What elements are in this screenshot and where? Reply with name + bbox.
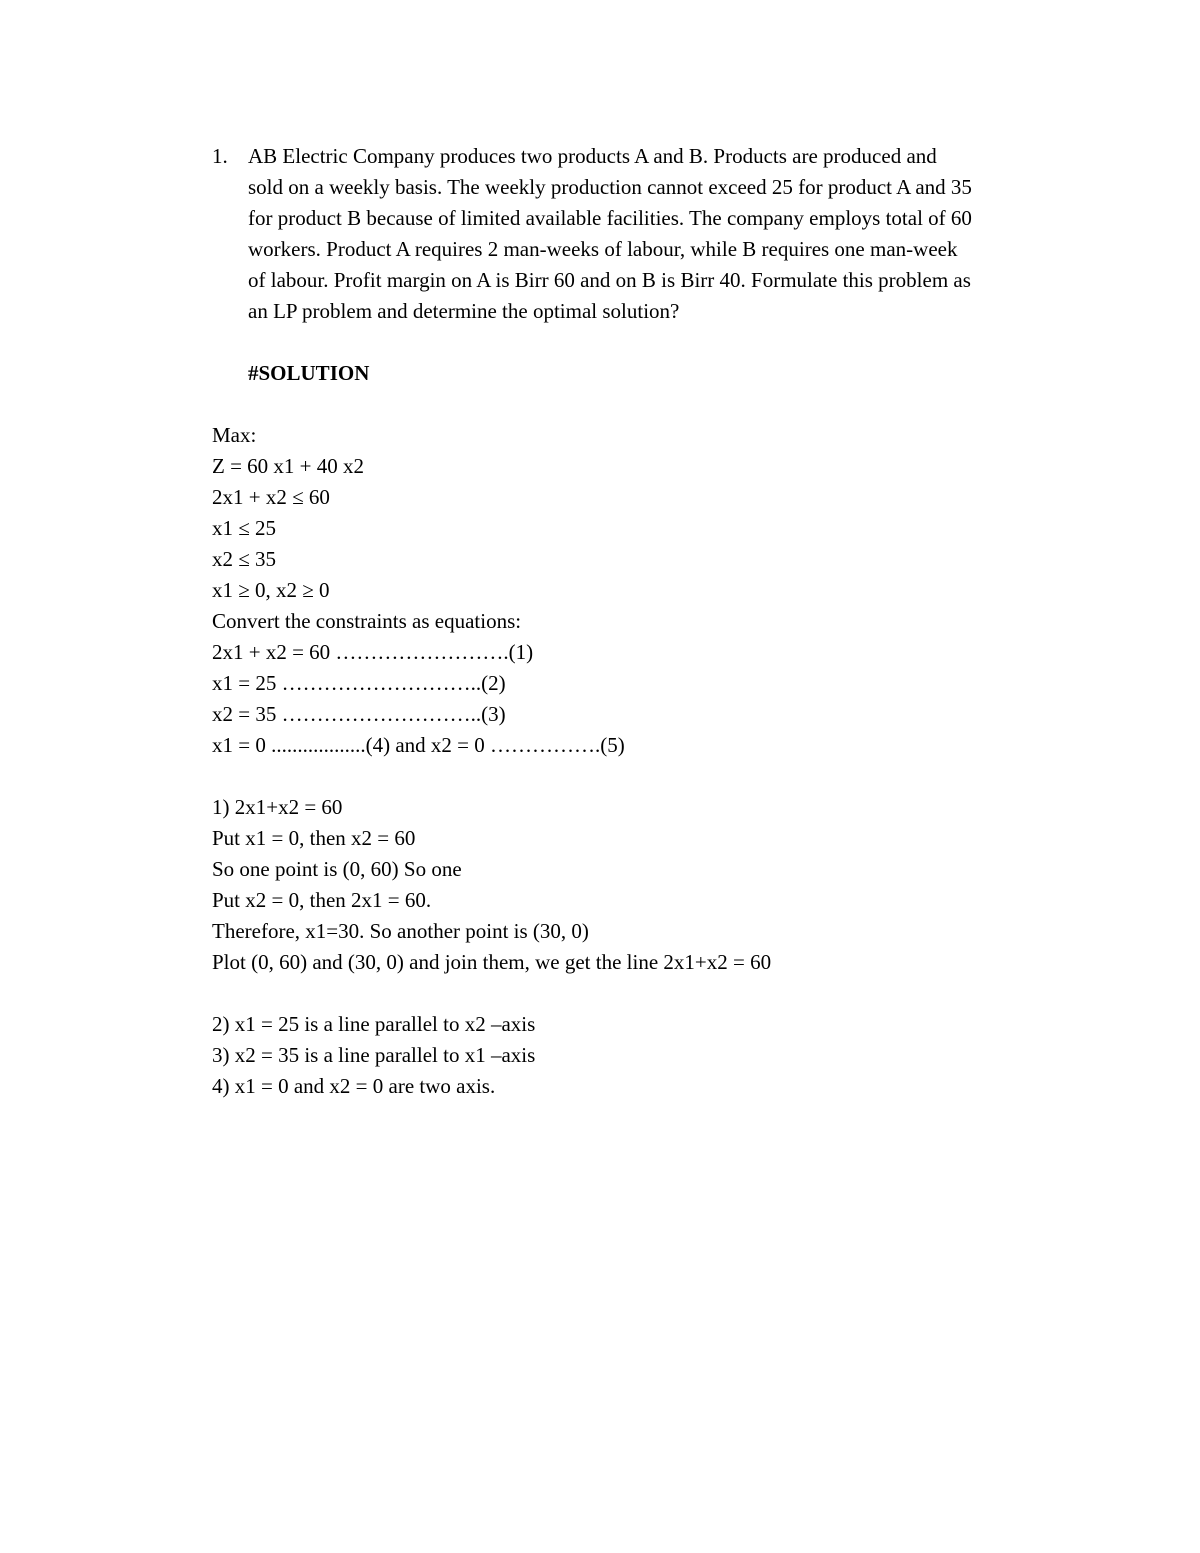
solution-line: 3) x2 = 35 is a line parallel to x1 –axis <box>212 1043 536 1067</box>
solution-line: Plot (0, 60) and (30, 0) and join them, we get the line 2x1+x2 = 60 <box>212 950 772 974</box>
constraint-line: x2 ≤ 35 <box>212 547 277 571</box>
solution-line: Put x1 = 0, then x2 = 60 <box>212 826 416 850</box>
solution-line: 2) x1 = 25 is a line parallel to x2 –axis <box>212 1012 536 1036</box>
equation-line: x1 = 0 ..................(4) and x2 = 0 …………….(5) <box>212 733 625 757</box>
solution-line: Convert the constraints as equations: <box>212 609 522 633</box>
question-line: workers. Product A requires 2 man-weeks of labour, while B requires one man-week <box>248 237 958 261</box>
equation-line: 2x1 + x2 = 60 …………………….(1) <box>212 640 534 664</box>
solution-line: 4) x1 = 0 and x2 = 0 are two axis. <box>212 1074 496 1098</box>
solution-line: So one point is (0, 60) So one <box>212 857 462 881</box>
equation-line: x1 = 25 ………………………..(2) <box>212 671 506 695</box>
solution-heading: #SOLUTION <box>248 361 370 385</box>
question-line: of labour. Profit margin on A is Birr 60 and on B is Birr 40. Formulate this problem as <box>248 268 971 292</box>
blank-line <box>212 978 1112 1009</box>
question-line: for product B because of limited available facilities. The company employs total of 60 <box>248 206 972 230</box>
objective-function: Z = 60 x1 + 40 x2 <box>212 454 365 478</box>
blank-line <box>212 761 1112 792</box>
non-negativity-line: x1 ≥ 0, x2 ≥ 0 <box>212 578 330 602</box>
equation-line: x2 = 35 ………………………..(3) <box>212 702 506 726</box>
solution-body <box>212 420 1112 1102</box>
constraint-line: x1 ≤ 25 <box>212 516 277 540</box>
question-line: AB Electric Company produces two products A and B. Products are produced and <box>248 144 937 168</box>
question-line: an LP problem and determine the optimal solution? <box>248 299 680 323</box>
question-line: sold on a weekly basis. The weekly production cannot exceed 25 for product A and 35 <box>248 175 972 199</box>
solution-line: Therefore, x1=30. So another point is (30, 0) <box>212 919 589 943</box>
solution-line: Put x2 = 0, then 2x1 = 60. <box>212 888 432 912</box>
question-text <box>248 141 1078 327</box>
question-number: 1. <box>212 144 228 168</box>
constraint-line: 2x1 + x2 ≤ 60 <box>212 485 330 509</box>
solution-line: Max: <box>212 423 257 447</box>
solution-line: 1) 2x1+x2 = 60 <box>212 795 343 819</box>
